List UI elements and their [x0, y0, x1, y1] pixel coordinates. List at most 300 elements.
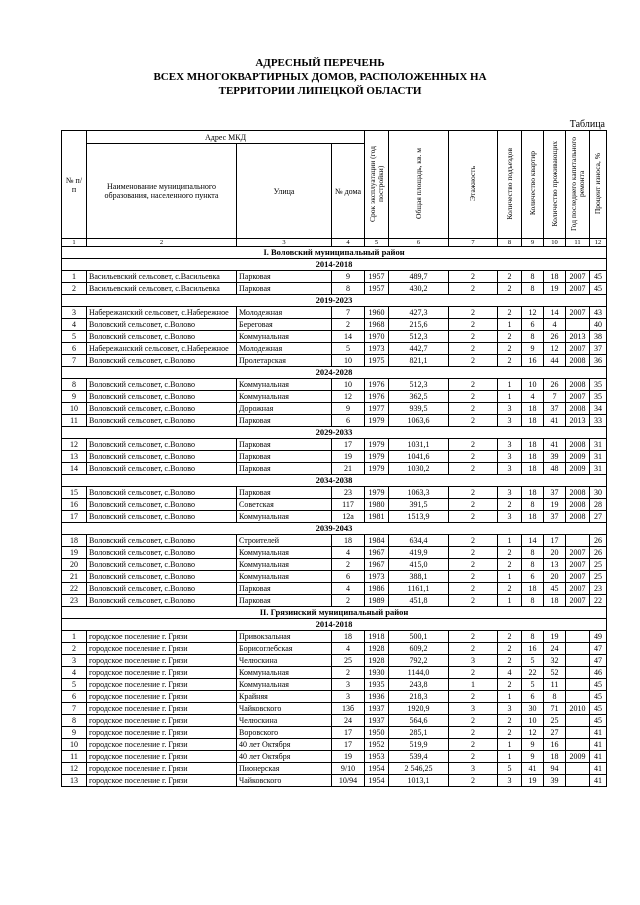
area-cell: 609,2 [389, 643, 449, 655]
row-number: 7 [62, 355, 87, 367]
area-cell: 415,0 [389, 559, 449, 571]
header-year: Срок эксплуатации (год постройки) [365, 131, 389, 239]
street-cell: Парковая [237, 451, 332, 463]
floors-cell: 2 [449, 487, 498, 499]
street-cell: Молодежная [237, 343, 332, 355]
municipality-cell: Набережанский сельсовет, с.Набережное [87, 307, 237, 319]
floors-cell: 3 [449, 703, 498, 715]
row-number: 18 [62, 535, 87, 547]
entrances-cell: 2 [498, 583, 522, 595]
repair-year-cell: 2009 [566, 463, 590, 475]
year-built-cell: 1979 [365, 451, 389, 463]
municipality-cell: Воловский сельсовет, с.Волово [87, 439, 237, 451]
apartments-cell: 18 [522, 463, 544, 475]
residents-cell: 32 [544, 655, 566, 667]
entrances-cell: 3 [498, 439, 522, 451]
wear-percent-cell: 49 [590, 631, 607, 643]
wear-percent-cell: 45 [590, 715, 607, 727]
house-number-cell: 4 [332, 643, 365, 655]
year-built-cell: 1954 [365, 763, 389, 775]
document-title [0, 56, 640, 98]
table-row [62, 343, 607, 355]
apartments-cell: 18 [522, 583, 544, 595]
area-cell: 939,5 [389, 403, 449, 415]
entrances-cell: 3 [498, 487, 522, 499]
house-number-cell: 14 [332, 331, 365, 343]
period-heading: 2029-2033 [62, 427, 607, 439]
area-cell: 512,3 [389, 379, 449, 391]
apartments-cell: 8 [522, 631, 544, 643]
table-caption: Таблица [569, 119, 605, 130]
wear-percent-cell: 25 [590, 571, 607, 583]
year-built-cell: 1975 [365, 355, 389, 367]
entrances-cell: 2 [498, 547, 522, 559]
municipality-cell: Воловский сельсовет, с.Волово [87, 403, 237, 415]
table-row [62, 691, 607, 703]
repair-year-cell [566, 775, 590, 787]
entrances-cell: 1 [498, 739, 522, 751]
house-number-cell: 17 [332, 727, 365, 739]
row-number: 2 [62, 643, 87, 655]
street-cell: Парковая [237, 271, 332, 283]
entrances-cell: 3 [498, 775, 522, 787]
municipality-cell: Воловский сельсовет, с.Волово [87, 463, 237, 475]
column-number: 11 [566, 239, 590, 247]
municipality-cell: городское поселение г. Грязи [87, 727, 237, 739]
floors-cell: 2 [449, 319, 498, 331]
wear-percent-cell: 31 [590, 463, 607, 475]
street-cell: Чайковского [237, 703, 332, 715]
street-cell: Борисоглебская [237, 643, 332, 655]
year-built-cell: 1979 [365, 463, 389, 475]
row-number: 1 [62, 271, 87, 283]
row-number: 15 [62, 487, 87, 499]
street-cell: 40 лет Октября [237, 751, 332, 763]
residents-cell: 13 [544, 559, 566, 571]
street-cell: Коммунальная [237, 667, 332, 679]
wear-percent-cell: 30 [590, 487, 607, 499]
residents-cell: 19 [544, 499, 566, 511]
apartments-cell: 6 [522, 691, 544, 703]
wear-percent-cell: 31 [590, 439, 607, 451]
municipality-cell: городское поселение г. Грязи [87, 679, 237, 691]
area-cell: 1030,2 [389, 463, 449, 475]
floors-cell: 2 [449, 439, 498, 451]
street-cell: Крайняя [237, 691, 332, 703]
apartments-cell: 30 [522, 703, 544, 715]
residents-cell: 26 [544, 331, 566, 343]
table-row [62, 583, 607, 595]
area-cell: 419,9 [389, 547, 449, 559]
year-built-cell: 1928 [365, 655, 389, 667]
year-built-cell: 1960 [365, 307, 389, 319]
period-heading: 2014-2018 [62, 259, 607, 271]
row-number: 6 [62, 691, 87, 703]
wear-percent-cell: 28 [590, 499, 607, 511]
row-number: 10 [62, 403, 87, 415]
entrances-cell: 3 [498, 403, 522, 415]
apartments-cell: 18 [522, 487, 544, 499]
house-number-cell: 12 [332, 391, 365, 403]
year-built-cell: 1973 [365, 343, 389, 355]
house-number-cell: 9 [332, 403, 365, 415]
entrances-cell: 1 [498, 535, 522, 547]
repair-year-cell [566, 535, 590, 547]
entrances-cell: 2 [498, 283, 522, 295]
wear-percent-cell: 22 [590, 595, 607, 607]
street-cell: Советская [237, 499, 332, 511]
year-built-cell: 1918 [365, 631, 389, 643]
area-cell: 489,7 [389, 271, 449, 283]
area-cell: 1013,1 [389, 775, 449, 787]
header-area: Общая площадь, кв. м [389, 131, 449, 239]
street-cell: Парковая [237, 583, 332, 595]
entrances-cell: 1 [498, 391, 522, 403]
table-row [62, 715, 607, 727]
floors-cell: 2 [449, 283, 498, 295]
street-cell: Парковая [237, 487, 332, 499]
apartments-cell: 12 [522, 307, 544, 319]
repair-year-cell: 2007 [566, 307, 590, 319]
wear-percent-cell: 45 [590, 703, 607, 715]
municipality-cell: Воловский сельсовет, с.Волово [87, 391, 237, 403]
house-number-cell: 4 [332, 583, 365, 595]
table-row [62, 511, 607, 523]
house-number-cell: 25 [332, 655, 365, 667]
repair-year-cell: 2007 [566, 271, 590, 283]
year-built-cell: 1973 [365, 571, 389, 583]
house-number-cell: 2 [332, 559, 365, 571]
floors-cell: 2 [449, 559, 498, 571]
floors-cell: 2 [449, 535, 498, 547]
street-cell: Воровского [237, 727, 332, 739]
floors-cell: 2 [449, 715, 498, 727]
wear-percent-cell: 41 [590, 751, 607, 763]
residents-cell: 18 [544, 751, 566, 763]
year-built-cell: 1957 [365, 283, 389, 295]
apartments-cell: 8 [522, 547, 544, 559]
municipality-cell: городское поселение г. Грязи [87, 667, 237, 679]
floors-cell: 3 [449, 763, 498, 775]
area-cell: 391,5 [389, 499, 449, 511]
municipality-cell: Воловский сельсовет, с.Волово [87, 535, 237, 547]
entrances-cell: 1 [498, 595, 522, 607]
table-row [62, 355, 607, 367]
apartments-cell: 5 [522, 655, 544, 667]
apartments-cell: 9 [522, 739, 544, 751]
year-built-cell: 1980 [365, 499, 389, 511]
entrances-cell: 2 [498, 727, 522, 739]
area-cell: 285,1 [389, 727, 449, 739]
row-number: 7 [62, 703, 87, 715]
table-row [62, 643, 607, 655]
municipality-cell: городское поселение г. Грязи [87, 775, 237, 787]
house-number-cell: 2 [332, 595, 365, 607]
table-body [62, 247, 607, 787]
period-heading: 2019-2023 [62, 295, 607, 307]
row-number: 16 [62, 499, 87, 511]
table-row [62, 307, 607, 319]
wear-percent-cell: 31 [590, 451, 607, 463]
house-number-cell: 12а [332, 511, 365, 523]
apartments-cell: 18 [522, 439, 544, 451]
repair-year-cell [566, 319, 590, 331]
column-number: 8 [498, 239, 522, 247]
period-row [62, 295, 607, 307]
house-number-cell: 17 [332, 739, 365, 751]
municipality-cell: Воловский сельсовет, с.Волово [87, 355, 237, 367]
street-cell: Парковая [237, 439, 332, 451]
apartments-cell: 18 [522, 511, 544, 523]
municipality-cell: Воловский сельсовет, с.Волово [87, 451, 237, 463]
table-row [62, 559, 607, 571]
row-number: 4 [62, 667, 87, 679]
header-num: № п/п [62, 131, 87, 239]
wear-percent-cell: 36 [590, 355, 607, 367]
municipality-cell: Васильевский сельсовет, с.Васильевка [87, 271, 237, 283]
header-wear: Процент износа, % [590, 131, 607, 239]
year-built-cell: 1979 [365, 439, 389, 451]
column-number: 10 [544, 239, 566, 247]
floors-cell: 2 [449, 355, 498, 367]
street-cell: Коммунальная [237, 331, 332, 343]
street-cell: Парковая [237, 595, 332, 607]
table-row [62, 775, 607, 787]
floors-cell: 2 [449, 667, 498, 679]
entrances-cell: 3 [498, 415, 522, 427]
period-row [62, 367, 607, 379]
house-number-cell: 2 [332, 667, 365, 679]
repair-year-cell: 2008 [566, 487, 590, 499]
area-cell: 430,2 [389, 283, 449, 295]
column-number: 7 [449, 239, 498, 247]
repair-year-cell: 2010 [566, 703, 590, 715]
wear-percent-cell: 35 [590, 391, 607, 403]
title-line-1: АДРЕСНЫЙ ПЕРЕЧЕНЬ [255, 57, 385, 69]
period-row [62, 427, 607, 439]
residents-cell: 20 [544, 571, 566, 583]
wear-percent-cell: 26 [590, 547, 607, 559]
house-number-cell: 5 [332, 343, 365, 355]
street-cell: Коммунальная [237, 547, 332, 559]
repair-year-cell [566, 691, 590, 703]
repair-year-cell: 2007 [566, 571, 590, 583]
entrances-cell: 4 [498, 667, 522, 679]
wear-percent-cell: 26 [590, 535, 607, 547]
table-row [62, 535, 607, 547]
area-cell: 539,4 [389, 751, 449, 763]
residents-cell: 24 [544, 643, 566, 655]
year-built-cell: 1935 [365, 679, 389, 691]
wear-percent-cell: 33 [590, 415, 607, 427]
header-apartments: Количество квартир [522, 131, 544, 239]
house-number-cell: 2 [332, 319, 365, 331]
street-cell: Береговая [237, 319, 332, 331]
municipality-cell: городское поселение г. Грязи [87, 739, 237, 751]
header-municipality: Наименование муниципального образования, населенного пункта [87, 144, 237, 239]
wear-percent-cell: 34 [590, 403, 607, 415]
residents-cell: 18 [544, 595, 566, 607]
repair-year-cell: 2007 [566, 343, 590, 355]
municipality-cell: городское поселение г. Грязи [87, 643, 237, 655]
street-cell: Привокзальная [237, 631, 332, 643]
table-row [62, 631, 607, 643]
repair-year-cell: 2007 [566, 583, 590, 595]
area-cell: 1920,9 [389, 703, 449, 715]
municipality-cell: городское поселение г. Грязи [87, 631, 237, 643]
entrances-cell: 2 [498, 331, 522, 343]
municipality-cell: городское поселение г. Грязи [87, 703, 237, 715]
repair-year-cell: 2008 [566, 439, 590, 451]
column-number: 6 [389, 239, 449, 247]
repair-year-cell [566, 763, 590, 775]
entrances-cell: 3 [498, 451, 522, 463]
area-cell: 362,5 [389, 391, 449, 403]
residents-cell: 20 [544, 547, 566, 559]
wear-percent-cell: 45 [590, 691, 607, 703]
area-cell: 500,1 [389, 631, 449, 643]
year-built-cell: 1967 [365, 547, 389, 559]
floors-cell: 2 [449, 451, 498, 463]
area-cell: 1063,3 [389, 487, 449, 499]
row-number: 13 [62, 451, 87, 463]
street-cell: Парковая [237, 415, 332, 427]
area-cell: 792,2 [389, 655, 449, 667]
row-number: 5 [62, 679, 87, 691]
period-heading: 2034-2038 [62, 475, 607, 487]
street-cell: Челюскина [237, 715, 332, 727]
apartments-cell: 16 [522, 355, 544, 367]
table-row [62, 655, 607, 667]
table-row [62, 763, 607, 775]
row-number: 17 [62, 511, 87, 523]
repair-year-cell: 2007 [566, 547, 590, 559]
street-cell: Пролетарская [237, 355, 332, 367]
house-number-cell: 19 [332, 751, 365, 763]
row-number: 8 [62, 379, 87, 391]
row-number: 21 [62, 571, 87, 583]
row-number: 20 [62, 559, 87, 571]
floors-cell: 2 [449, 583, 498, 595]
apartments-cell: 6 [522, 571, 544, 583]
year-built-cell: 1930 [365, 667, 389, 679]
residents-cell: 18 [544, 271, 566, 283]
area-cell: 442,7 [389, 343, 449, 355]
table-row [62, 703, 607, 715]
area-cell: 427,3 [389, 307, 449, 319]
residents-cell: 71 [544, 703, 566, 715]
wear-percent-cell: 41 [590, 775, 607, 787]
row-number: 13 [62, 775, 87, 787]
period-row [62, 475, 607, 487]
repair-year-cell [566, 631, 590, 643]
municipality-cell: Воловский сельсовет, с.Волово [87, 379, 237, 391]
apartments-cell: 18 [522, 451, 544, 463]
street-cell: Коммунальная [237, 391, 332, 403]
residents-cell: 45 [544, 583, 566, 595]
row-number: 23 [62, 595, 87, 607]
area-cell: 1031,1 [389, 439, 449, 451]
apartments-cell: 16 [522, 643, 544, 655]
floors-cell: 2 [449, 415, 498, 427]
wear-percent-cell: 47 [590, 643, 607, 655]
wear-percent-cell: 45 [590, 271, 607, 283]
entrances-cell: 1 [498, 571, 522, 583]
year-built-cell: 1937 [365, 715, 389, 727]
repair-year-cell: 2007 [566, 283, 590, 295]
street-cell: 40 лет Октября [237, 739, 332, 751]
repair-year-cell: 2007 [566, 559, 590, 571]
wear-percent-cell: 40 [590, 319, 607, 331]
apartments-cell: 19 [522, 775, 544, 787]
residents-cell: 94 [544, 763, 566, 775]
apartments-cell: 9 [522, 751, 544, 763]
header-street: Улица [237, 144, 332, 239]
period-heading: 2024-2028 [62, 367, 607, 379]
repair-year-cell [566, 667, 590, 679]
house-number-cell: 117 [332, 499, 365, 511]
residents-cell: 19 [544, 631, 566, 643]
apartments-cell: 4 [522, 391, 544, 403]
year-built-cell: 1937 [365, 703, 389, 715]
header-residents: Количество проживающих [544, 131, 566, 239]
apartments-cell: 8 [522, 283, 544, 295]
house-number-cell: 23 [332, 487, 365, 499]
residents-cell: 8 [544, 691, 566, 703]
area-cell: 451,8 [389, 595, 449, 607]
area-cell: 564,6 [389, 715, 449, 727]
row-number: 3 [62, 307, 87, 319]
wear-percent-cell: 38 [590, 331, 607, 343]
floors-cell: 2 [449, 571, 498, 583]
house-number-cell: 18 [332, 535, 365, 547]
year-built-cell: 1979 [365, 415, 389, 427]
table-row [62, 727, 607, 739]
apartments-cell: 8 [522, 595, 544, 607]
row-number: 9 [62, 727, 87, 739]
row-number: 5 [62, 331, 87, 343]
floors-cell: 2 [449, 307, 498, 319]
municipality-cell: Васильевский сельсовет, с.Васильевка [87, 283, 237, 295]
entrances-cell: 3 [498, 463, 522, 475]
header-address-group: Адрес МКД [87, 131, 365, 144]
repair-year-cell: 2008 [566, 403, 590, 415]
floors-cell: 2 [449, 343, 498, 355]
street-cell: Парковая [237, 283, 332, 295]
residents-cell: 12 [544, 343, 566, 355]
district-section-row [62, 247, 607, 259]
year-built-cell: 1928 [365, 643, 389, 655]
row-number: 4 [62, 319, 87, 331]
year-built-cell: 1977 [365, 403, 389, 415]
row-number: 19 [62, 547, 87, 559]
street-cell: Строителей [237, 535, 332, 547]
column-number: 4 [332, 239, 365, 247]
table-row [62, 667, 607, 679]
repair-year-cell [566, 715, 590, 727]
floors-cell: 2 [449, 499, 498, 511]
municipality-cell: Воловский сельсовет, с.Волово [87, 499, 237, 511]
year-built-cell: 1957 [365, 271, 389, 283]
house-number-cell: 19 [332, 451, 365, 463]
floors-cell: 2 [449, 547, 498, 559]
repair-year-cell: 2013 [566, 415, 590, 427]
entrances-cell: 2 [498, 631, 522, 643]
street-cell: Коммунальная [237, 559, 332, 571]
table-row [62, 463, 607, 475]
area-cell: 1063,6 [389, 415, 449, 427]
floors-cell: 2 [449, 691, 498, 703]
